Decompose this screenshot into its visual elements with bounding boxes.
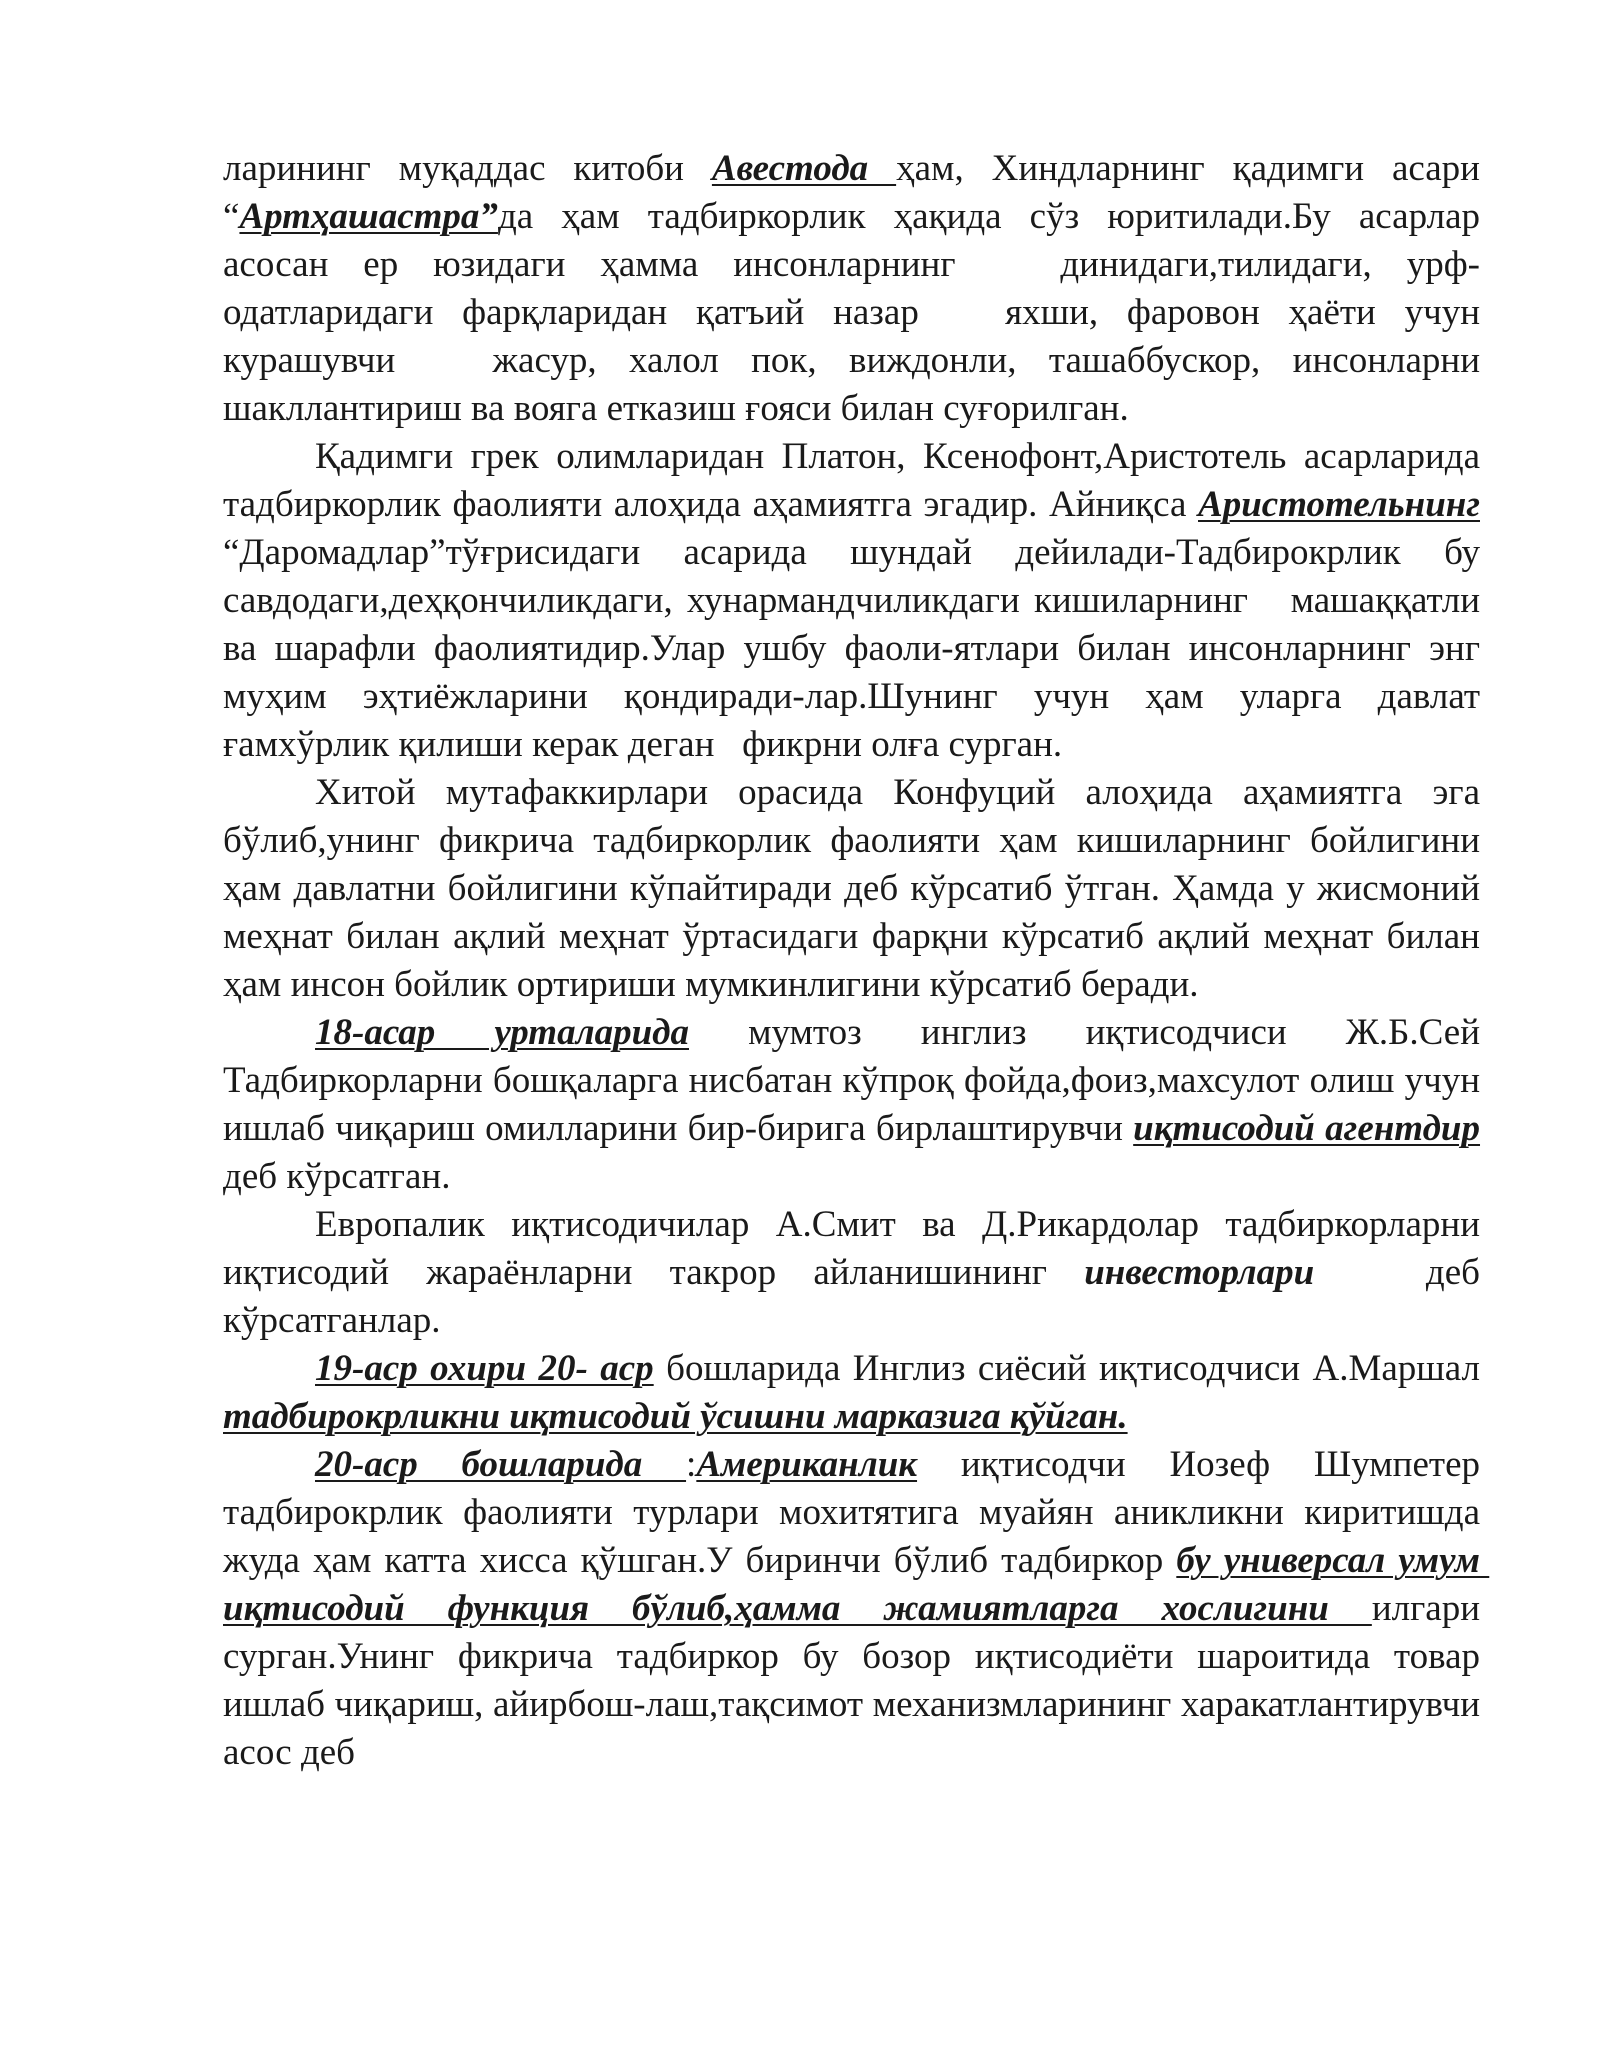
run: : (686, 1444, 697, 1485)
run: иқтисодчи Иозеф Шумпетер тадбирокрлик фаолияти турлари мохитятига муайян аникликни киритишда жуда ҳам катта хисса қўшган.У биринчи бўлиб тадбиркор (223, 1444, 1490, 1581)
run: да ҳам тадбиркорлик ҳақида сўз юритилади.Бу асарлар асосан ер юзидаги ҳамма инсонларнинг динидаги,тилидаги, урф-одатларидаги фарқларидан қатъий назар яхши, фаровон ҳаёти учун курашувчи жасур, халол пок, виждонли, ташаббускор, инсонларни шакллантириш ва вояга етказиш ғояси билан суғорилган. (223, 196, 1490, 429)
paragraph-1 (223, 145, 1490, 433)
emphasis-arthashastra: Артҳашастра” (239, 196, 498, 237)
run: “Даромадлар”тўғрисидаги асарида шундай дейилади-Тадбирокрлик бу савдодаги,деҳқончиликдаги, хунармандчиликдаги кишиларнинг машаққатли ва шарафли фаолиятидир.Улар ушбу фаоли-ятлари билан инсонларнинг энг муҳим эҳтиёжларини қондиради-лар.Шунинг учун ҳам уларга давлат ғамхўрлик қилиши керак деган фикрни олға сурган. (223, 484, 1490, 765)
emphasis-avesta: Авестода (711, 148, 897, 189)
paragraph-2 (223, 433, 1490, 769)
emphasis-investors: инвесторлари (1084, 1252, 1315, 1293)
emphasis-19th-20th-century: 19-аср охири 20- аср (315, 1348, 654, 1389)
emphasis-20th-century: 20-аср бошларида (315, 1444, 687, 1485)
paragraph-4 (223, 1009, 1490, 1201)
paragraph-5 (223, 1201, 1508, 1345)
run: деб кўрсатган. (223, 1108, 1490, 1197)
run: Қадимги грек олимларидан Платон, Ксенофонт,Аристотель асарларида тадбиркорлик фаолияти алоҳида аҳамиятга эгадир. Айниқса (223, 436, 1490, 525)
paragraph-6 (223, 1345, 1490, 1441)
run: ларининг муқаддас китоби (223, 148, 712, 189)
emphasis-18th-century: 18-асар урталарида (315, 1012, 689, 1053)
run: деб кўрсатганлар. (223, 1252, 1490, 1341)
emphasis-universal-function: бу универсал умум иқтисодий функция бўлиб,ҳамма жамиятларга хослигини (223, 1540, 1490, 1629)
run: илгари сурган.Унинг фикрича тадбиркор бу бозор иқтисодиёти шароитида товар ишлаб чиқариш, айирбош-лаш,тақсимот механизмларининг харакатлантирувчи асос деб (223, 1588, 1490, 1773)
run: мумтоз инглиз иқтисодчиси Ж.Б.Сей Тадбиркорларни бошқаларга нисбатан кўпроқ фойда,фоиз,махсулот олиш учун ишлаб чиқариш омилларини бир-бирига бирлаштирувчи (223, 1012, 1490, 1149)
run: Европалик иқтисодичилар А.Смит ва Д.Рикардолар тадбиркорларни иқтисодий жараёнларни такрор айланишининг (223, 1204, 1508, 1293)
run: бошларида Инглиз сиёсий иқтисодчиси А.Маршал (653, 1348, 1490, 1389)
paragraph-3 (223, 769, 1490, 1009)
emphasis-aristotle: Аристотельнинг (1198, 484, 1480, 525)
emphasis-american: Американлик (696, 1444, 918, 1485)
run: ҳам, Хиндларнинг қадимги асари “ (223, 148, 1490, 237)
run: Хитой мутафаккирлари орасида Конфуций алоҳида аҳамиятга эга бўлиб,унинг фикрича тадбиркорлик фаолияти ҳам кишиларнинг бойлигини ҳам давлатни бойлигини кўпайтиради деб кўрсатиб ўтган. Ҳамда у жисмоний меҳнат билан ақлий меҳнат ўртасидаги фарқни кўрсатиб ақлий меҳнат билан ҳам инсон бойлик ортириши мумкинлигини кўрсатиб беради. (223, 772, 1490, 1005)
paragraph-7 (223, 1441, 1490, 1777)
document-page (223, 145, 1508, 1777)
emphasis-economic-agent: иқтисодий агентдир (1133, 1108, 1481, 1149)
emphasis-marshall-claim: тадбирокрликни иқтисодий ўсишни марказига қўйган. (223, 1396, 1128, 1437)
